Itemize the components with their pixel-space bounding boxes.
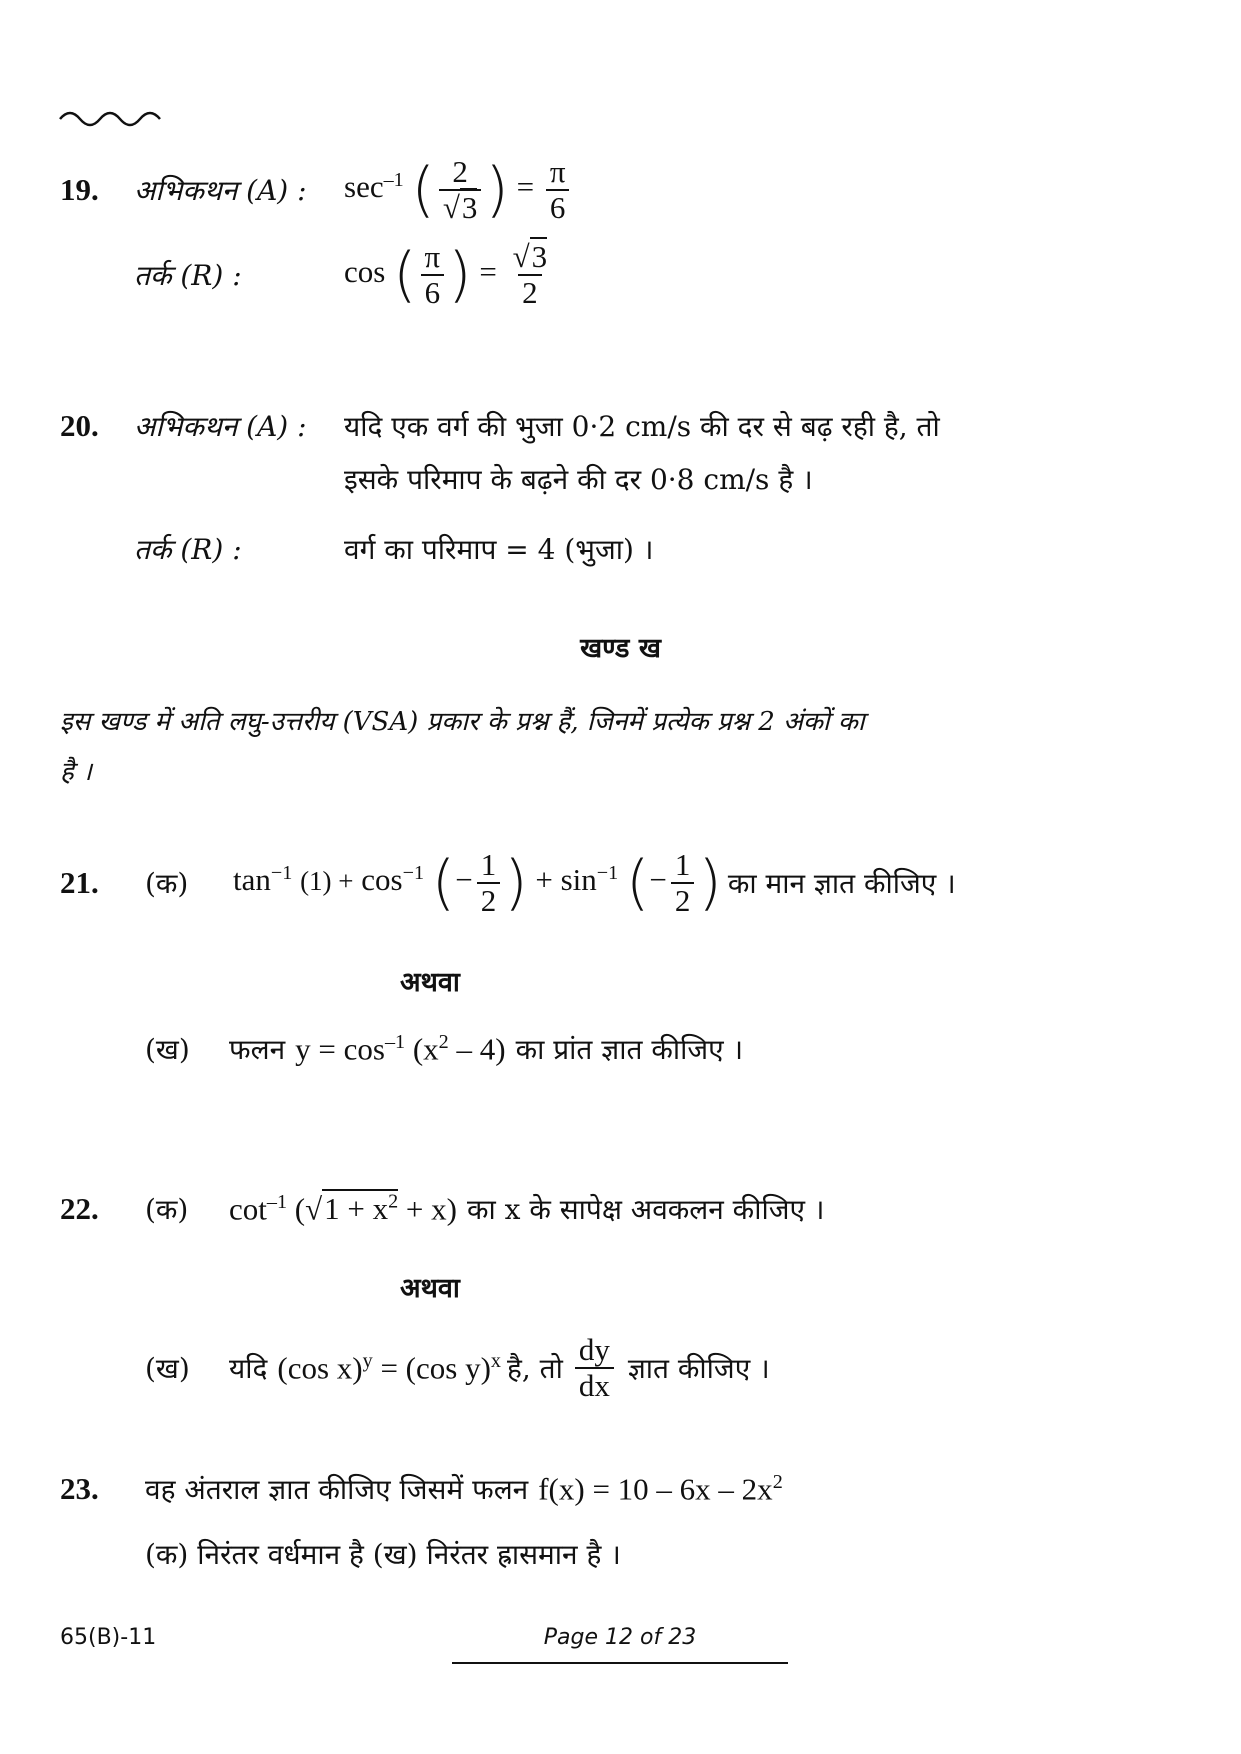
section-instruction-line1: इस खण्ड में अति लघु-उत्तरीय (VSA) प्रकार के प्रश्न हैं, जिनमें प्रत्येक प्रश्न 2 अंकों का [60,707,865,737]
fraction: $\frac{√3}{2}$ [512,238,548,310]
part-label: (ख) [145,1352,190,1385]
reason-label: तर्क (R) : [134,259,242,292]
or-label: अथवा [400,1273,460,1304]
assertion-label: अभिकथन (A) : [134,410,307,443]
question-number: 19. [60,172,99,207]
question-number: 21. [60,865,99,900]
fraction-den: √3 [439,189,482,225]
question-number: 20. [60,408,99,443]
fraction: $\frac{\pi}{6}$ [546,155,570,225]
assertion-text-line1: यदि एक वर्ग की भुजा 0·2 cm/s की दर से बढ़ रही है, तो [344,410,940,443]
question-number: 23. [60,1471,99,1506]
question-20-reason [134,530,653,568]
question-21-part-b: (ख) फलन $y = \cos^{-1} (x^2 - 4)$ का प्रांत ज्ञात कीजिए । [145,1030,744,1066]
paper-code: 65(B)-11 [60,1625,157,1650]
math-sup: –1 [383,168,404,191]
page-number: Page 12 of 23 [543,1625,697,1650]
question-23-line2: (क) निरंतर वर्धमान है (ख) निरंतर ह्रासमान है । [145,1538,621,1571]
question-20-assertion [60,407,940,445]
reason-text: वर्ग का परिमाप = 4 (भुजा) । [344,533,654,566]
question-22-part-b: (ख) यदि (cos x)$^y$ = (cos y)$^x$ है, तो $\frac{dy}{dx}$ ज्ञात कीजिए । [145,1331,770,1403]
section-instruction-line2: है । [60,757,92,787]
part-label: (क) [145,1193,189,1226]
fraction: $\frac{dy}{dx}$ [575,1333,614,1403]
fraction [439,155,482,225]
math-fn: sec [344,169,384,205]
section-heading: खण्ड ख [580,633,661,664]
question-23: 23. वह अंतराल ज्ञात कीजिए जिसमें फलन $f(x) = 10 - 6x - 2x^2$ [60,1470,783,1506]
footer-rule [452,1662,788,1664]
fraction-num: 2 [452,153,468,189]
part-label: (ख) [145,1033,190,1066]
question-19-reason: तर्क (R) : cos ( $\frac{\pi}{6}$ ) = $\frac{√3}{2}$ [134,235,555,315]
wave-ornament-icon [58,105,162,133]
or-label: अथवा [400,967,460,998]
part-label: (क) [145,867,189,900]
assertion-label: अभिकथन (A) : [134,174,307,207]
question-22-part-a: 22. (क) $\cot^{-1} (√1 + x^2 + x)$ का x के सापेक्ष अवकलन कीजिए । [60,1190,825,1226]
assertion-text-line2: इसके परिमाप के बढ़ने की दर 0·8 cm/s है । [344,463,813,496]
question-number: 22. [60,1191,99,1226]
question-21-part-a: 21. (क) $\tan^{-1} (1) + \cos^{-1}$ (− $\frac{1}{2}$ ) + $\sin^{-1}$ (− $\frac{1}{2}$ ) का मान ज्ञात कीजिए । [60,846,956,918]
fraction: $\frac{\pi}{6}$ [421,240,445,310]
question-tail: का मान ज्ञात कीजिए । [727,867,956,900]
question-19-assertion: 19. अभिकथन (A) : $\sec^{-1}$ ( $\frac{2}{√3}$ ) = $\frac{\pi}{6}$ [60,150,573,230]
reason-label: तर्क (R) : [134,533,242,566]
